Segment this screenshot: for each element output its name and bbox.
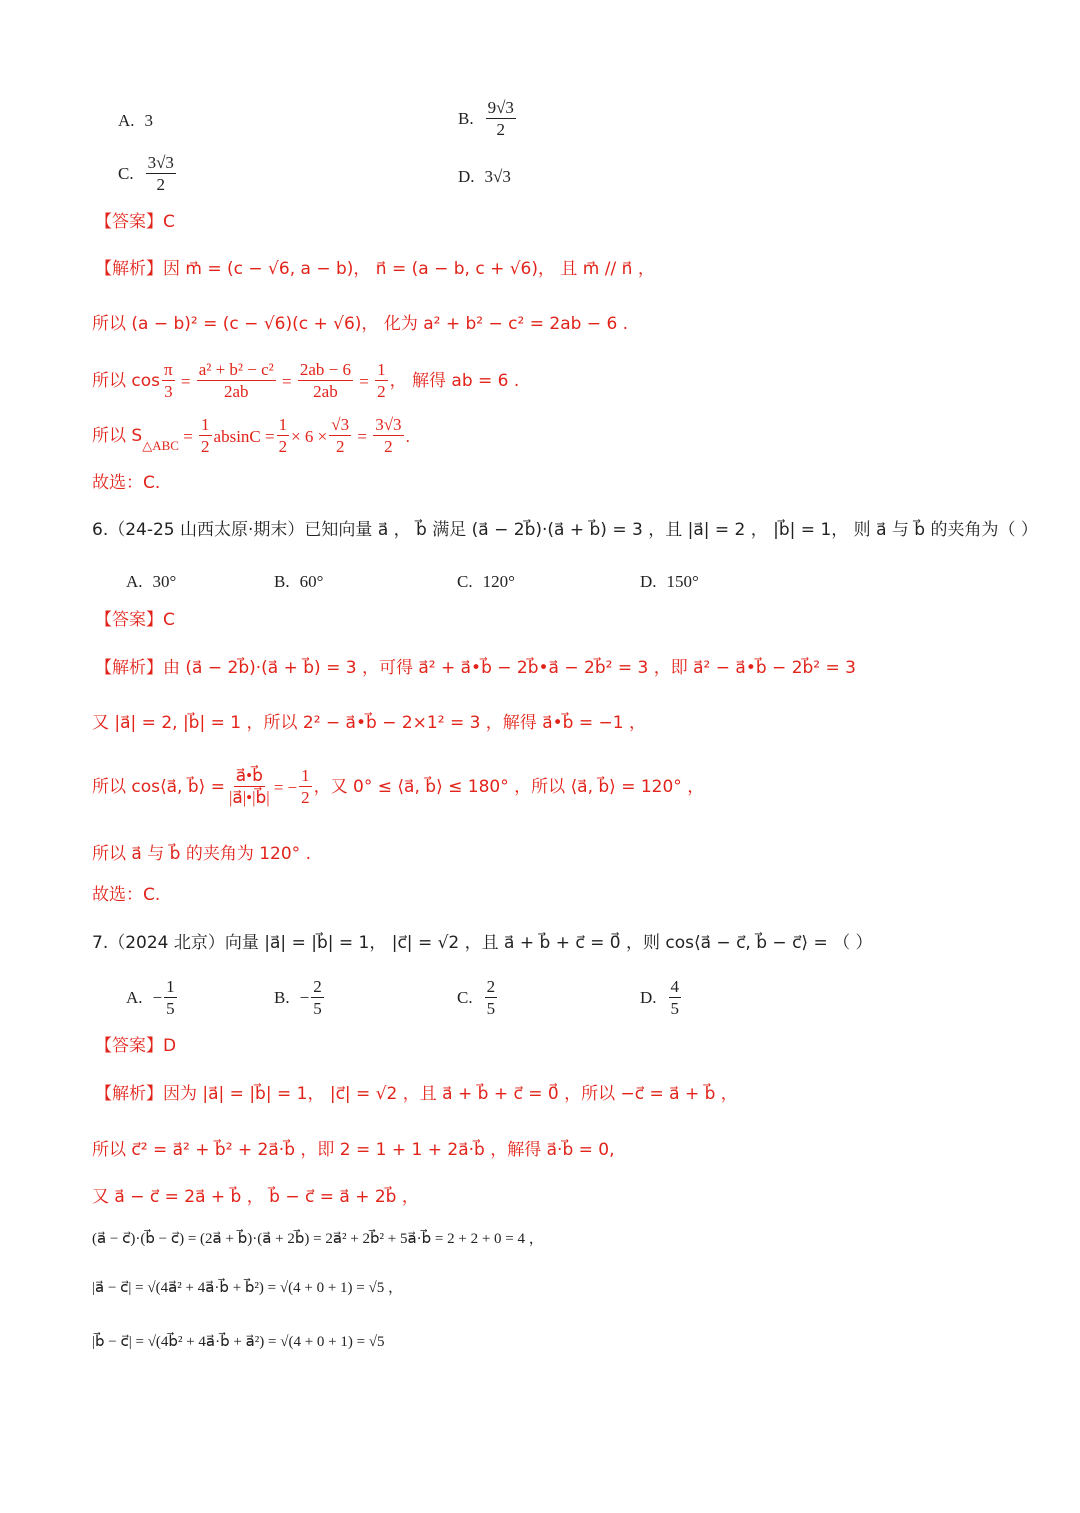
- q6-solution-line-1: 【解析】由 (a⃗ − 2b⃗)·(a⃗ + b⃗) = 3 ，可得 a⃗² + a⃗•b⃗ − 2b⃗•a⃗ − 2b⃗² = 3 ，即 a⃗² − a⃗•b⃗ − 2b⃗² = 3: [95, 658, 856, 678]
- q7-answer: 【答案】D: [95, 1036, 177, 1056]
- fraction: $\frac{1}{2}$: [201, 415, 210, 457]
- q7-solution-line-3: 又 a⃗ − c⃗ = 2a⃗ + b⃗ ， b⃗ − c⃗ = a⃗ + 2b⃗ ，: [92, 1187, 419, 1207]
- q7-option-a: A. − $\frac{1}{5}$: [126, 977, 175, 1019]
- q6-solution-line-4: 所以 a⃗ 与 b⃗ 的夹角为 120° .: [92, 844, 311, 864]
- fraction: $\frac{1}{5}$: [166, 977, 175, 1019]
- fraction: $\frac{2ab - 6}{2ab}$: [299, 360, 351, 402]
- q6-solution-line-3: 所以 cos⟨a⃗, b⃗⟩ = $\frac{a⃗•b⃗}{|a⃗|•|b⃗|}$ = − $\frac{1}{2}$ ，又 0° ≤ ⟨a⃗, b⃗⟩ ≤ 180° ，所以 ⟨a⃗, b⃗⟩ = 120° ，: [92, 766, 705, 808]
- q7-solution-line-6: |b⃗ − c⃗| = √(4b⃗² + 4a⃗·b⃗ + a⃗²) = √(4 + 0 + 1) = √5: [92, 1334, 385, 1350]
- q5-option-d: D. 3√3: [458, 167, 511, 186]
- fraction: $\frac{a⃗•b⃗}{|a⃗|•|b⃗|}$: [228, 766, 270, 808]
- fraction: $\frac{1}{2}$: [278, 415, 288, 457]
- q5-solution-line-4: 所以 S △ABC = $\frac{1}{2}$ absinC = $\frac{1}{2}$ × 6 × $\frac{√3}{2}$ = $\frac{3√3}{2}$ .: [92, 415, 410, 457]
- q7-solution-line-5: |a⃗ − c⃗| = √(4a⃗² + 4a⃗·b⃗ + b⃗²) = √(4 + 0 + 1) = √5 ，: [92, 1280, 403, 1296]
- fraction: $\frac{2}{5}$: [486, 977, 496, 1019]
- q6-option-c: C. 120°: [457, 572, 515, 591]
- q7-option-c: C. $\frac{2}{5}$: [457, 977, 496, 1019]
- fraction: $\frac{2}{5}$: [313, 977, 322, 1019]
- fraction: $\frac{4}{5}$: [670, 977, 680, 1019]
- q7-stem: 7.（2024 北京）向量 |a⃗| = |b⃗| = 1， |c⃗| = √2 ，且 a⃗ + b⃗ + c⃗ = 0⃗ ，则 cos⟨a⃗ − c⃗, b⃗ − c⃗⟩ = （ ）: [92, 933, 873, 953]
- q5-option-c: C. $\frac{3√3}{2}$: [118, 153, 174, 195]
- q7-option-d: D. $\frac{4}{5}$: [640, 977, 680, 1019]
- q6-option-d: D. 150°: [640, 572, 699, 591]
- fraction: $\frac{9√3}{2}$: [487, 98, 514, 140]
- q5-option-b: B. $\frac{9√3}{2}$: [458, 98, 514, 140]
- q6-answer: 【答案】C: [95, 610, 175, 630]
- q5-solution-line-2: 所以 (a − b)² = (c − √6)(c + √6)， 化为 a² + b² − c² = 2ab − 6 .: [92, 314, 629, 334]
- q5-solution-line-1: 【解析】因 m⃗ = (c − √6, a − b)， n⃗ = (a − b, c + √6)， 且 m⃗ // n⃗ ，: [95, 259, 655, 279]
- q7-solution-line-4: (a⃗ − c⃗)·(b⃗ − c⃗) = (2a⃗ + b⃗)·(a⃗ + 2b⃗) = 2a⃗² + 2b⃗² + 5a⃗·b⃗ = 2 + 2 + 0 = 4 ，: [92, 1231, 544, 1247]
- q6-option-b: B. 60°: [274, 572, 324, 591]
- q7-solution-line-1: 【解析】因为 |a⃗| = |b⃗| = 1， |c⃗| = √2 ，且 a⃗ + b⃗ + c⃗ = 0⃗ ，所以 −c⃗ = a⃗ + b⃗ ，: [95, 1084, 738, 1104]
- q5-answer: 【答案】C: [95, 212, 175, 232]
- q5-choose: 故选：C.: [92, 473, 161, 493]
- q7-option-b: B. − $\frac{2}{5}$: [274, 977, 322, 1019]
- fraction: $\frac{3√3}{2}$: [147, 153, 174, 195]
- fraction: $\frac{1}{2}$: [377, 360, 386, 402]
- fraction: $\frac{1}{2}$: [301, 766, 310, 808]
- q6-stem: 6.（24-25 山西太原·期末）已知向量 a⃗ ， b⃗ 满足 (a⃗ − 2b⃗)·(a⃗ + b⃗) = 3 ，且 |a⃗| = 2 ， |b⃗| = 1， 则 a⃗ 与 b⃗ 的夹角为（ ）: [92, 520, 1038, 540]
- q6-solution-line-2: 又 |a⃗| = 2, |b⃗| = 1 ，所以 2² − a⃗•b⃗ − 2×1² = 3 ，解得 a⃗•b⃗ = −1 ，: [92, 713, 646, 733]
- q6-choose: 故选：C.: [92, 885, 161, 905]
- q5-solution-line-3: 所以 cos $\frac{\pi}{3}$ = $\frac{\text{a² + b² − c²}}{2ab}$ = $\frac{2ab - 6}{2ab}$ = $\frac{1}{2}$ ， 解得 ab = 6 .: [92, 360, 520, 402]
- q6-option-a: A. 30°: [126, 572, 177, 591]
- q5-option-a: A. 3: [118, 111, 154, 130]
- fraction: $\frac{\pi}{3}$: [164, 360, 173, 402]
- q7-solution-line-2: 所以 c⃗² = a⃗² + b⃗² + 2a⃗·b⃗ ，即 2 = 1 + 1 + 2a⃗·b⃗ ，解得 a⃗·b⃗ = 0,: [92, 1140, 615, 1160]
- fraction: $\frac{3√3}{2}$: [375, 415, 402, 457]
- fraction: $\frac{√3}{2}$: [331, 415, 350, 457]
- fraction: $\frac{\text{a² + b² − c²}}{2ab}$: [198, 360, 274, 402]
